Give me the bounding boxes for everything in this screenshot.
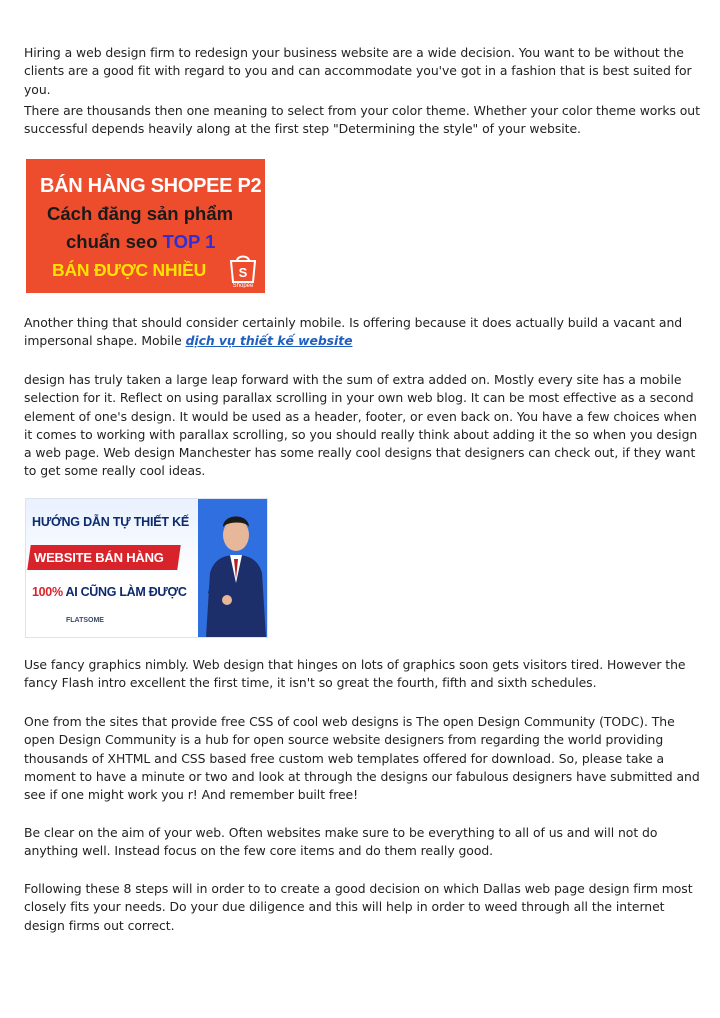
banner1-line4: BÁN ĐƯỢC NHIỀU (52, 260, 207, 280)
service-link[interactable]: dịch vụ thiết kế website (185, 333, 353, 349)
banner2-heading: HƯỚNG DẪN TỰ THIẾT KẾ (32, 515, 190, 529)
banner2-footer-logo: FLATSOME (66, 617, 104, 624)
paragraph-4: design has truly taken a large leap forward with the sum of extra added on. Mostly every site has a mobile selection for it. Reflect on using parallax scrolling in your own web blog. It can be most effective as a second element of one's design. It would be used as a header, footer, or even back on. You have a few choices when it comes to working with parallax scrolling, so you should really think about adding it the so when you design a web page. Web design Manchester has some really cool designs that designers can check out, if they want to get some really cool ideas. (24, 372, 698, 479)
paragraph-2: There are thousands then one meaning to select from your color theme. Whether your color theme works out successful depends heavily along at the first step "Determining the style" of your website. (24, 103, 700, 137)
shopee-banner-image (26, 159, 265, 293)
paragraph-3 (24, 314, 704, 351)
shopee-bag-icon (224, 252, 262, 288)
banner1-line3-b: TOP 1 (162, 231, 216, 252)
banner1-title: BÁN HÀNG SHOPEE P2 (40, 175, 262, 197)
banner2-percent: 100% (32, 585, 63, 599)
paragraph-5: Use fancy graphics nimbly. Web design that hinges on lots of graphics soon gets visitors tired. However the fancy Flash intro excellent the first time, it isn't so great the fourth, fifth and sixth schedules. (24, 657, 686, 691)
banner1-line2: Cách đăng sản phẩm (47, 203, 234, 224)
banner2-red-label: WEBSITE BÁN HÀNG (34, 550, 164, 565)
paragraph-8: Following these 8 steps will in order to to create a good decision on which Dallas web page design firm most closely fits your needs. Do your due diligence and this will help in order to weed through all the internet design firms out correct. (24, 881, 693, 933)
banner2-line3 (32, 585, 187, 599)
banner2-line3-rest: AI CŨNG LÀM ĐƯỢC (62, 585, 187, 599)
paragraph-6: One from the sites that provide free CSS of cool web designs is The open Design Community (TODC). The open Design Community is a hub for open source website designers from regarding the world providing thousands of XHTML and CSS based free custom web templates offered for download. So, please take a moment to have a minute or two and look at through the designs our fabulous designers have submitted and see if one might work you r! And remember built free! (24, 714, 700, 803)
shopee-logo-text: Shopee (232, 283, 254, 288)
banner1-line3 (66, 231, 215, 253)
website-tutorial-banner-image (25, 498, 268, 638)
paragraph-3-text: Another thing that should consider certainly mobile. Is offering because it does actually build a vacant and impersonal shape. Mobile (24, 315, 683, 349)
banner1-line3-a: chuẩn seo (66, 231, 163, 252)
paragraph-1: Hiring a web design firm to redesign your business website are a wide decision. You want to be without the clients are a good fit with regard to you and can accommodate you've got in a fashion that is best suited for you. (24, 45, 692, 97)
presenter-photo (194, 505, 268, 637)
paragraph-7: Be clear on the aim of your web. Often websites make sure to be everything to all of us and will not do anything well. Instead focus on the few core items and do them really good. (24, 825, 658, 859)
svg-text:S: S (238, 265, 248, 280)
